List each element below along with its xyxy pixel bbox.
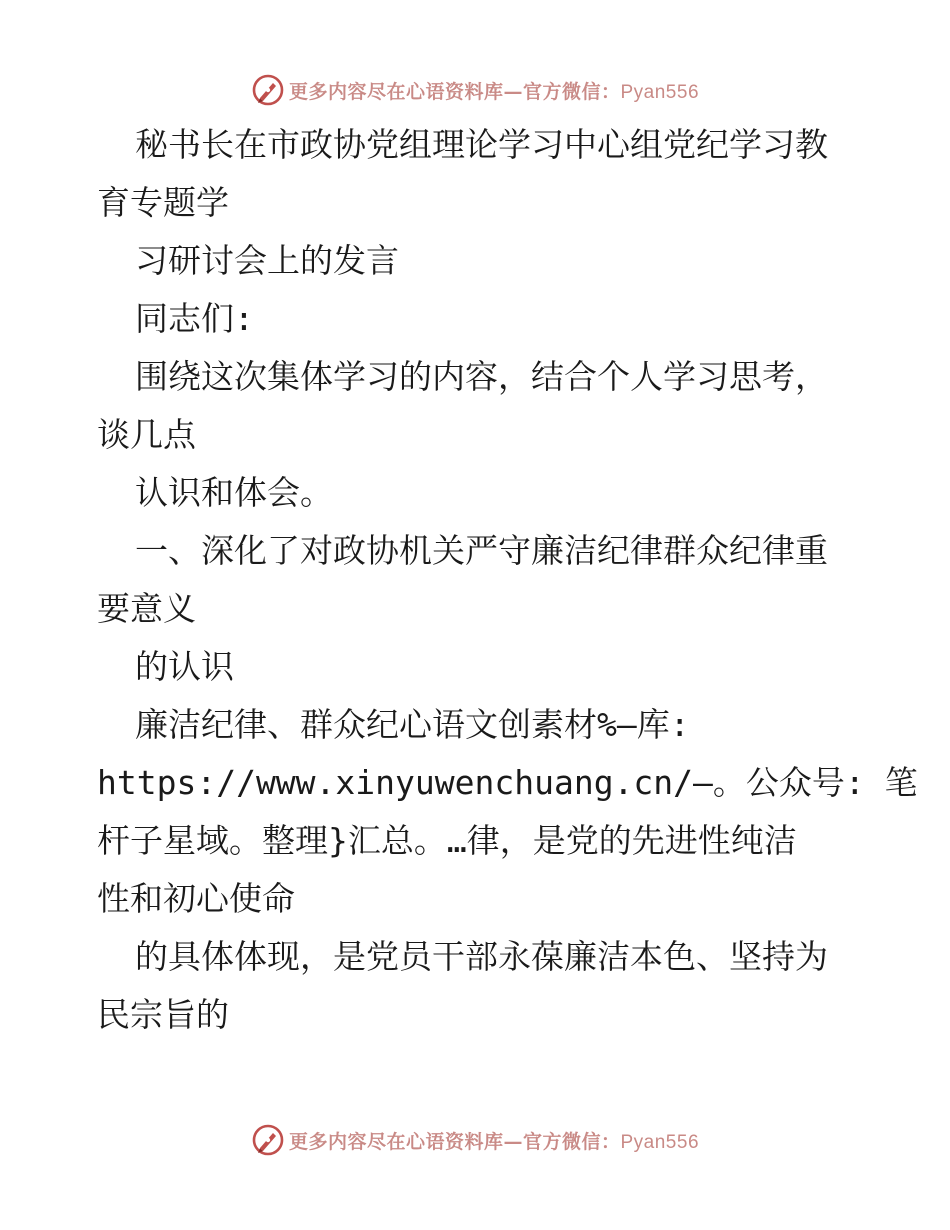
pen-logo-icon xyxy=(251,73,285,107)
header-watermark-banner xyxy=(0,68,950,112)
paragraph-line: 民宗旨的 xyxy=(97,995,229,1034)
section-heading-line: 要意义 xyxy=(97,589,196,628)
paragraph-line: 认识和体会。 xyxy=(135,473,333,512)
banner-text: 更多内容尽在心语资料库—官方微信：Pyan556 xyxy=(288,80,700,103)
paragraph-line: 杆子星域。整理}汇总。…律，是党的先进性纯洁 xyxy=(97,821,797,860)
paragraph-line: https://www.xinyuwenchuang.cn/—。公众号: 笔 xyxy=(97,763,918,802)
paragraph-line: 廉洁纪律、群众纪心语文创素材%—库: xyxy=(135,705,690,744)
banner-text: 更多内容尽在心语资料库—官方微信：Pyan556 xyxy=(288,1130,700,1153)
paragraph-line: 的具体体现，是党员干部永葆廉洁本色、坚持为 xyxy=(135,937,828,976)
footer-watermark-banner xyxy=(0,1118,950,1162)
paragraph-line: 谈几点 xyxy=(97,415,196,454)
section-heading-line: 的认识 xyxy=(135,647,234,686)
title-line-1: 秘书长在市政协党组理论学习中心组党纪学习教 xyxy=(135,125,828,164)
salutation: 同志们: xyxy=(135,299,254,338)
section-heading-line: 一、深化了对政协机关严守廉洁纪律群众纪律重 xyxy=(135,531,828,570)
document-body xyxy=(97,116,918,1044)
title-line-2: 育专题学 xyxy=(97,183,229,222)
title-line-3: 习研讨会上的发言 xyxy=(135,241,399,280)
paragraph-line: 性和初心使命 xyxy=(97,879,295,918)
pen-logo-icon xyxy=(251,1123,285,1157)
paragraph-line: 围绕这次集体学习的内容，结合个人学习思考， xyxy=(135,357,828,396)
